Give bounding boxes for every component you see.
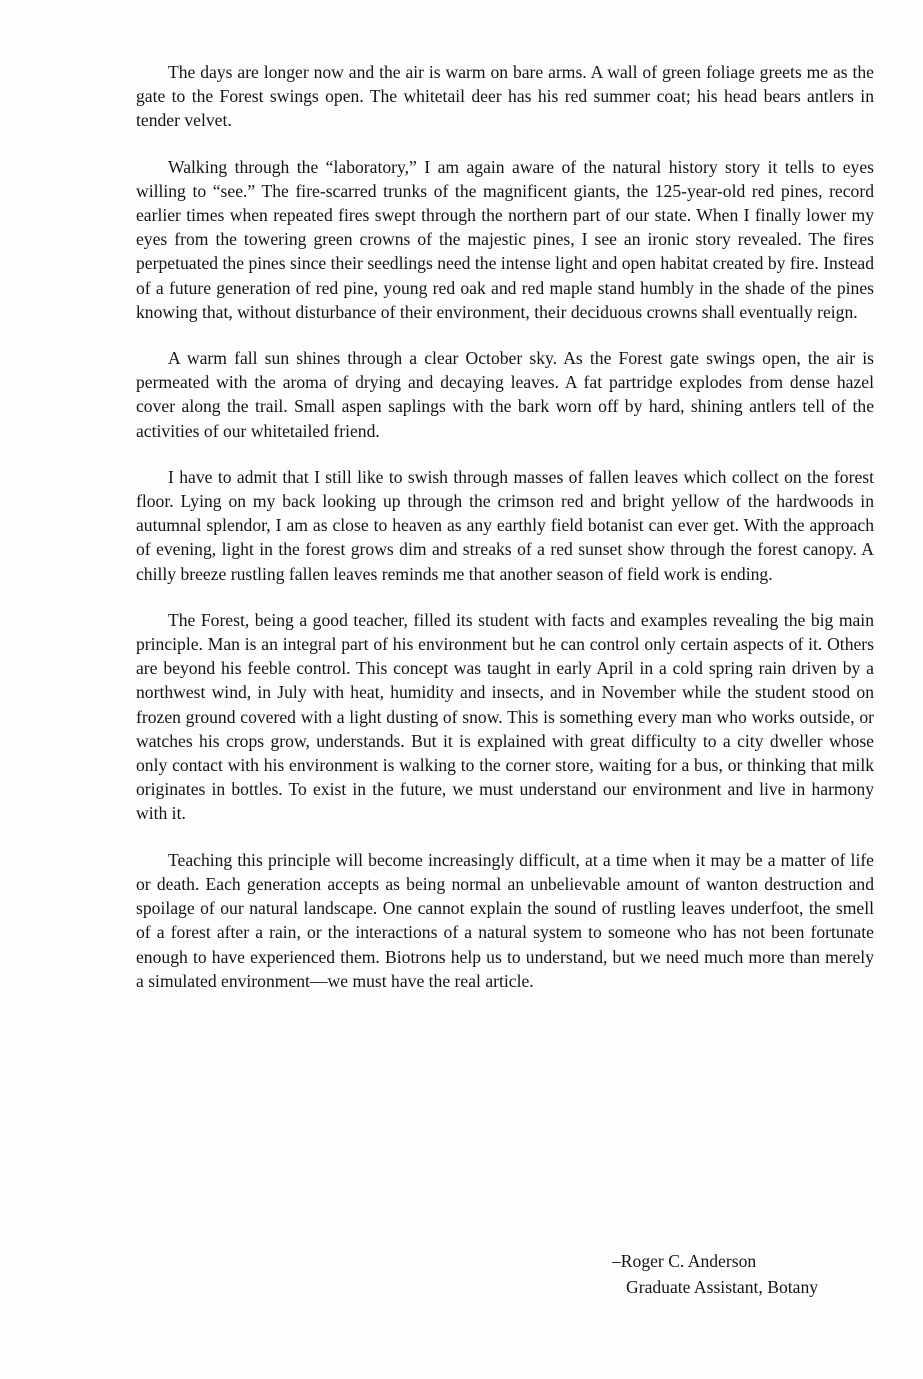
paragraph-teaching: Teaching this principle will become increasingly difficult, at a time when it may be a matter of life or death. Each generation accepts as being normal an unbelievable amount of wanton destruction and spoilage of our natural landscape. One cannot explain the sound of rustling leaves underfoot, the smell of a forest after a rain, or the interactions of a natural system to someone who has not been fortunate enough to have experienced them. Biotrons help us to understand, but we need much more than merely a simulated environment—we must have the real article. [136, 849, 874, 991]
paragraph-leaves: I have to admit that I still like to swish through masses of fallen leaves which collect on the forest floor. Lying on my back looking up through the crimson red and bright yellow of the hardwoods in autumnal splendor, I am as close to heaven as any earthly field botanist can ever get. With the approach of evening, light in the forest grows dim and streaks of a red sunset show through the forest canopy. A chilly breeze rustling fallen leaves reminds me that another season of field work is ending. [136, 466, 874, 584]
paragraph-laboratory: Walking through the “laboratory,” I am again aware of the natural history story it tells to eyes willing to “see.” The fire-scarred trunks of the magnificent giants, the 125-year-old red pines, record earlier times when repeated fires swept through the northern part of our state. When I finally lower my eyes from the towering green crowns of the majestic pines, I see an ironic story revealed. The fires perpetuated the pines since their seedlings need the intense light and open habitat created by fire. Instead of a future generation of red pine, young red oak and red maple stand humbly in the shade of the pines knowing that, without disturbance of their environment, their deciduous crowns shall eventually reign. [136, 156, 874, 322]
paragraph-fall: A warm fall sun shines through a clear October sky. As the Forest gate swings open, the air is permeated with the aroma of drying and decaying leaves. A fat partridge explodes from dense hazel cover along the trail. Small aspen saplings with the bark worn off by hard, shining antlers tell of the activities of our whitetailed friend. [136, 348, 874, 441]
author-title: Graduate Assistant, Botany [626, 1277, 819, 1297]
essay-body [136, 60, 874, 1015]
paragraph-principle: The Forest, being a good teacher, filled its student with facts and examples revealing the big main principle. Man is an integral part of his environment but he can control only certain aspects of it. Others are beyond his feeble control. This concept was taught in early April in a cold spring rain driven by a northwest wind, in July with heat, humidity and insects, and in November while the student stood on frozen ground covered with a light dusting of snow. This is something every man who works outside, or watches his crops grow, understands. But it is explained with great difficulty to a city dweller whose only contact with his environment is walking to the corner store, waiting for a bus, or thinking that milk originates in bottles. To exist in the future, we must understand our environment and live in harmony with it. [136, 609, 874, 824]
paragraph-summer: The days are longer now and the air is warm on bare arms. A wall of green foliage greets me as the gate to the Forest swings open. The whitetail deer has his red summer coat; his head bears antlers in tender velvet. [136, 62, 874, 131]
author-name: –Roger C. Anderson [612, 1251, 757, 1271]
signature-block [610, 1248, 880, 1300]
